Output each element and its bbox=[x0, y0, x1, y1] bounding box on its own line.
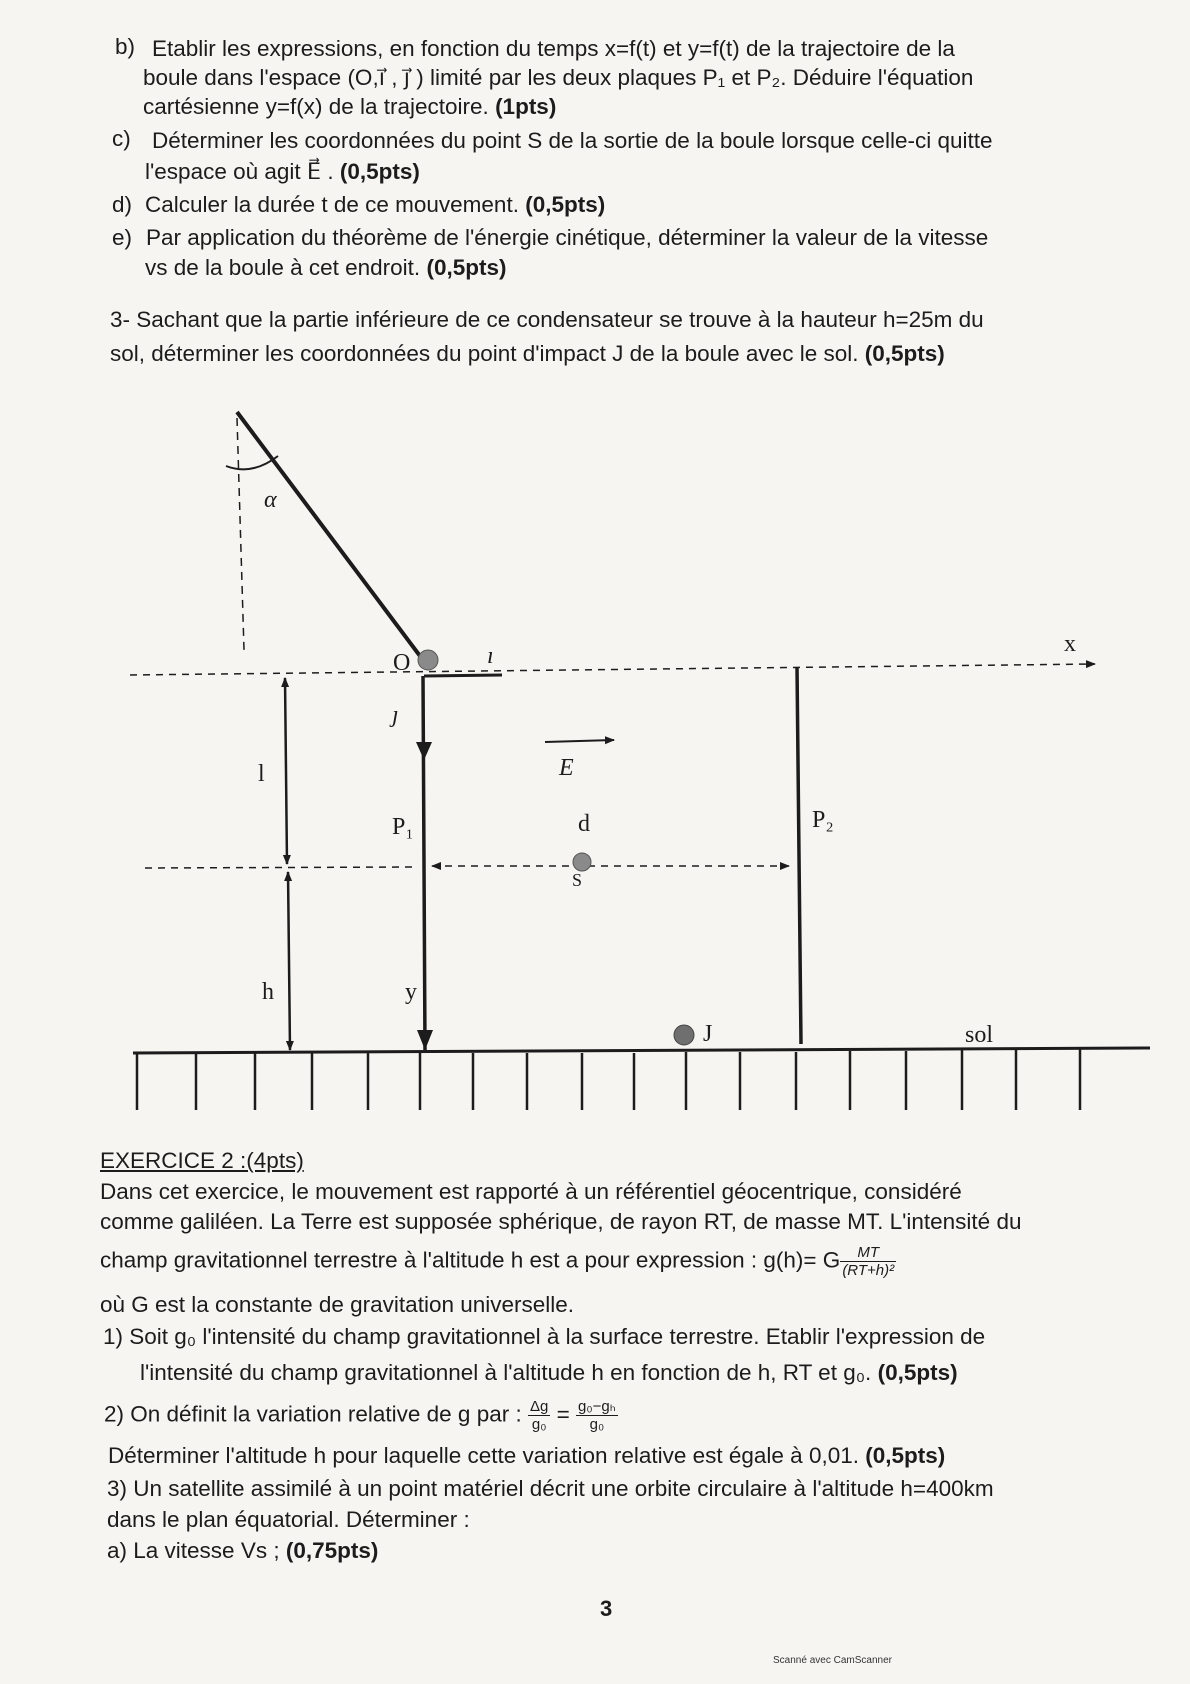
exercice2-title: EXERCICE 2 :(4pts) bbox=[100, 1148, 304, 1173]
ground-hatching bbox=[137, 1049, 1080, 1110]
alpha-label: α bbox=[264, 487, 277, 513]
ground-line bbox=[133, 1048, 1150, 1053]
exercice2-q2-points: (0,5pts) bbox=[865, 1443, 946, 1468]
i-vector-label: ı⃗ bbox=[487, 643, 513, 669]
plate-p2 bbox=[797, 667, 801, 1044]
relative-variation-fraction: $\frac{\Delta g}{\text{g₀}}$ bbox=[530, 1398, 549, 1433]
question-c-points: (0,5pts) bbox=[339, 159, 420, 184]
exercice2-q2-line2: Déterminer l'altitude h pour laquelle cette variation relative est égale à 0,01. (0,5pts) bbox=[108, 1443, 946, 1468]
gravity-formula-fraction: $\frac{MT}{\text{(RT+h)²}}$ bbox=[842, 1244, 895, 1279]
question-d-marker: d) bbox=[112, 192, 133, 217]
exercice2-q1-line2: l'intensité du champ gravitationnel à l'altitude h en fonction de h, RT et g₀. (0,5pts) bbox=[140, 1360, 958, 1385]
j-vector-label: ȷ⃗ bbox=[392, 702, 418, 728]
page-number: 3 bbox=[600, 1596, 613, 1621]
j-label: J bbox=[703, 1021, 713, 1047]
sol-label: sol bbox=[965, 1022, 994, 1048]
exercice2-q2-line1: 2) On définit la variation relative de g par : $\frac{\Delta g}{\text{g₀}}$ = $\frac{\text{g₀−gₕ}}{\text{g₀}}$ bbox=[104, 1398, 616, 1433]
question-e-line2: vs de la boule à cet endroit. (0,5pts) bbox=[145, 255, 507, 280]
exercice2-q1-line1: 1) Soit g₀ l'intensité du champ gravitationnel à la surface terrestre. Etablir l'expression de bbox=[103, 1324, 986, 1349]
x-axis bbox=[130, 664, 1095, 675]
l-length-arrow bbox=[285, 678, 287, 864]
exercice2-qa-points: (0,75pts) bbox=[285, 1538, 379, 1563]
i-vector bbox=[424, 675, 502, 676]
question-3-line2: sol, déterminer les coordonnées du point d'impact J de la boule avec le sol. (0,5pts) bbox=[110, 341, 945, 366]
scanner-footer: Scanné avec CamScanner bbox=[773, 1655, 892, 1666]
exercice2-q3-line1: 3) Un satellite assimilé à un point matériel décrit une orbite circulaire à l'altitude h=400km bbox=[107, 1476, 994, 1501]
exercice2-q3-line2: dans le plan équatorial. Déterminer : bbox=[107, 1507, 470, 1532]
question-e-marker: e) bbox=[112, 225, 133, 250]
s-label: S bbox=[572, 870, 583, 890]
h-height-arrow bbox=[288, 872, 290, 1050]
e-field-arrow bbox=[545, 740, 614, 742]
question-b-points: (1pts) bbox=[495, 94, 557, 119]
question-b-marker: b) bbox=[115, 34, 136, 59]
question-b-line1: Etablir les expressions, en fonction du temps x=f(t) et y=f(t) de la trajectoire de la bbox=[152, 36, 955, 61]
question-3-line1: 3- Sachant que la partie inférieure de ce condensateur se trouve à la hauteur h=25m du bbox=[110, 307, 984, 332]
relative-variation-formula: $\frac{\text{g₀−gₕ}}{\text{g₀}}$ bbox=[578, 1398, 616, 1433]
question-c-line2: l'espace où agit E⃗ . (0,5pts) bbox=[145, 159, 420, 184]
e-field-label: E⃗ bbox=[559, 755, 593, 781]
d-label: d bbox=[578, 811, 590, 837]
pendulum-string bbox=[237, 412, 420, 656]
exercice2-intro-line2: comme galiléen. La Terre est supposée sphérique, de rayon RT, de masse MT. L'intensité du bbox=[100, 1209, 1022, 1234]
ball-o bbox=[418, 650, 438, 670]
question-c-line1: Déterminer les coordonnées du point S de la sortie de la boule lorsque celle-ci quitte bbox=[152, 128, 993, 153]
p1-label: P₁ bbox=[392, 814, 414, 840]
exercice2-q1-points: (0,5pts) bbox=[877, 1360, 958, 1385]
question-b-line2: boule dans l'espace (O,ı⃗ , ȷ⃗ ) limité par les deux plaques P₁ et P₂. Déduire l'équation bbox=[143, 65, 974, 90]
question-d-line1: Calculer la durée t de ce mouvement. (0,5pts) bbox=[145, 192, 606, 217]
question-e-points: (0,5pts) bbox=[426, 255, 507, 280]
p2-label: P₂ bbox=[812, 807, 834, 833]
exercice2-intro-line4: où G est la constante de gravitation universelle. bbox=[100, 1292, 575, 1317]
exercice2-intro-line3: champ gravitationnel terrestre à l'altitude h est a pour expression : g(h)= G $\frac{MT}{\text{(RT+h)²}}$ bbox=[100, 1244, 895, 1279]
l-label: l bbox=[258, 761, 265, 787]
y-axis-label: y bbox=[405, 979, 417, 1005]
x-axis-label: x bbox=[1064, 631, 1076, 657]
exercice2-qa-line: a) La vitesse Vs ; (0,75pts) bbox=[107, 1538, 379, 1563]
question-b-line3: cartésienne y=f(x) de la trajectoire. (1pts) bbox=[143, 94, 557, 119]
question-c-marker: c) bbox=[112, 126, 131, 151]
origin-o-label: O bbox=[393, 650, 411, 676]
question-e-line1: Par application du théorème de l'énergie cinétique, déterminer la valeur de la vitesse bbox=[146, 225, 989, 250]
j-vector-arrowhead bbox=[416, 742, 432, 760]
vertical-reference-line bbox=[237, 418, 244, 650]
y-axis-arrowhead bbox=[417, 1030, 433, 1050]
exercice2-intro-line1: Dans cet exercice, le mouvement est rapporté à un référentiel géocentrique, considéré bbox=[100, 1179, 962, 1204]
h-label: h bbox=[262, 979, 274, 1005]
question-3-points: (0,5pts) bbox=[864, 341, 945, 366]
question-d-points: (0,5pts) bbox=[525, 192, 606, 217]
ball-j bbox=[674, 1025, 694, 1045]
plate-p1 bbox=[423, 676, 425, 1050]
lower-dashed-line bbox=[145, 867, 415, 868]
